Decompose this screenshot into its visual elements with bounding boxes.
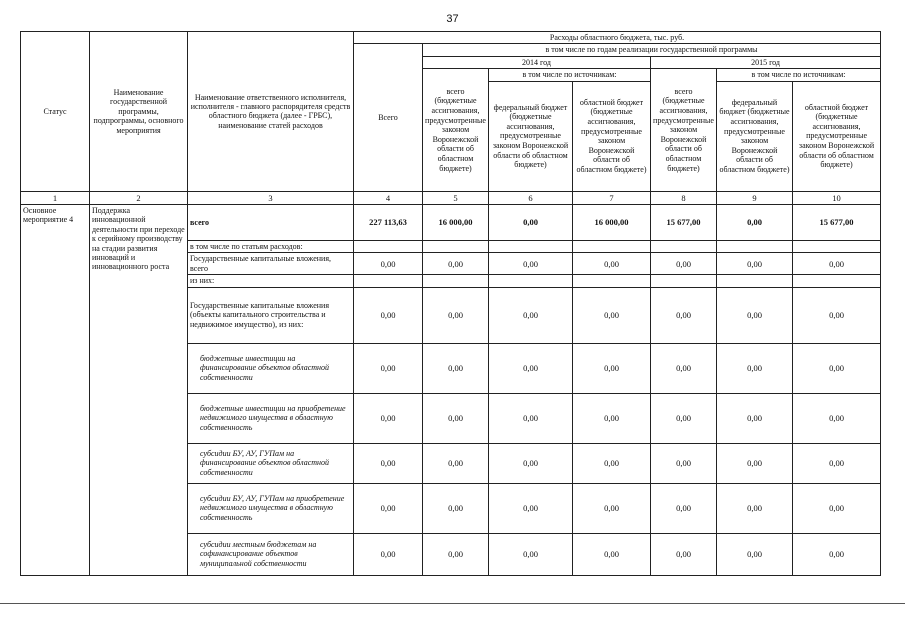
header-all-budget-2015: всего (бюджетные ассигнования, предусмотренные законом Воронежской области об областном бюджете)	[651, 69, 717, 191]
row-label: Государственные капитальные вложения (объекты капитального строительства и недвижимое имущество), из них:	[188, 287, 354, 343]
cell-value: 0,00	[573, 533, 651, 575]
cell-value: 0,00	[489, 253, 573, 275]
header-regional-2015: областной бюджет (бюджетные ассигнования, предусмотренные законом Воронежской области об областном бюджете)	[793, 81, 881, 191]
block-status: Основное мероприятие 4	[21, 204, 90, 575]
header-sources-2014: в том числе по источникам:	[489, 69, 651, 81]
column-numbers-row	[21, 191, 881, 204]
column-number: 1	[21, 191, 90, 204]
row-label: бюджетные инвестиции на финансирование объектов областной собственности	[188, 343, 354, 393]
row-label: бюджетные инвестиции на приобретение недвижимого имущества в областную собственность	[188, 393, 354, 443]
cell-value: 0,00	[423, 287, 489, 343]
cell-value: 0,00	[793, 443, 881, 483]
header-year-2015: 2015 год	[651, 56, 881, 68]
cell-value: 0,00	[573, 443, 651, 483]
cell-value: 0,00	[573, 287, 651, 343]
cell-value: 0,00	[573, 483, 651, 533]
cell-value: 15 677,00	[793, 204, 881, 240]
cell-value: 16 000,00	[423, 204, 489, 240]
row-label: субсидии БУ, АУ, ГУПам на финансирование объектов областной собственности	[188, 443, 354, 483]
column-number: 9	[717, 191, 793, 204]
cell-value: 0,00	[489, 393, 573, 443]
cell-value: 0,00	[717, 533, 793, 575]
column-number: 7	[573, 191, 651, 204]
cell-value: 0,00	[651, 533, 717, 575]
cell-value: 0,00	[793, 533, 881, 575]
cell-value: 0,00	[423, 533, 489, 575]
header-federal-2014: федеральный бюджет (бюджетные ассигнования, предусмотренные законом Воронежской области об областном бюджете)	[489, 81, 573, 191]
cell-value: 0,00	[793, 253, 881, 275]
cell-value: 0,00	[489, 287, 573, 343]
row-label: всего	[188, 204, 354, 240]
cell-value: 0,00	[489, 204, 573, 240]
row-label: Государственные капитальные вложения, всего	[188, 253, 354, 275]
budget-table	[20, 31, 881, 576]
column-number: 8	[651, 191, 717, 204]
column-number: 3	[188, 191, 354, 204]
cell-value: 0,00	[489, 443, 573, 483]
cell-value: 0,00	[717, 443, 793, 483]
header-all-budget-2014: всего (бюджетные ассигнования, предусмотренные законом Воронежской области об областном бюджете)	[423, 69, 489, 191]
header-sources-2015: в том числе по источникам:	[717, 69, 881, 81]
cell-value: 0,00	[423, 443, 489, 483]
cell-value: 0,00	[573, 393, 651, 443]
cell-value: 0,00	[651, 343, 717, 393]
header-executor: Наименование ответственного исполнителя, исполнителя - главного распорядителя средств областного бюджета (далее - ГРБС), наименование статей расходов	[188, 32, 354, 192]
cell-value: 0,00	[354, 253, 423, 275]
cell-value: 0,00	[717, 483, 793, 533]
block-name: Поддержка инновационной деятельности при переходе к серийному производству на стадии развития инноваций и инновационного роста	[90, 204, 188, 575]
cell-value: 0,00	[573, 343, 651, 393]
cell-value: 0,00	[423, 393, 489, 443]
cell-value: 0,00	[423, 483, 489, 533]
cell-value: 16 000,00	[573, 204, 651, 240]
cell-value: 0,00	[651, 287, 717, 343]
cell-value: 0,00	[489, 483, 573, 533]
cell-value: 0,00	[354, 483, 423, 533]
cell-value: 0,00	[489, 343, 573, 393]
row-label: в том числе по статьям расходов:	[188, 240, 354, 252]
cell-value: 0,00	[573, 253, 651, 275]
header-program-name: Наименование государственной программы, подпрограммы, основного мероприятия	[90, 32, 188, 192]
cell-value: 0,00	[793, 343, 881, 393]
cell-value: 0,00	[717, 204, 793, 240]
row-label: субсидии БУ, АУ, ГУПам на приобретение недвижимого имущества в областную собственность	[188, 483, 354, 533]
cell-value: 0,00	[489, 533, 573, 575]
cell-value: 0,00	[717, 393, 793, 443]
cell-value: 0,00	[793, 393, 881, 443]
cell-value: 15 677,00	[651, 204, 717, 240]
cell-value: 0,00	[651, 393, 717, 443]
cell-value: 0,00	[717, 343, 793, 393]
cell-value: 0,00	[717, 253, 793, 275]
header-by-years: в том числе по годам реализации государственной программы	[423, 44, 881, 56]
cell-value: 0,00	[651, 253, 717, 275]
row-label: из них:	[188, 275, 354, 287]
cell-value: 0,00	[651, 443, 717, 483]
cell-value: 0,00	[354, 287, 423, 343]
cell-value: 0,00	[423, 253, 489, 275]
cell-value: 0,00	[793, 483, 881, 533]
cell-value: 0,00	[354, 343, 423, 393]
column-number: 2	[90, 191, 188, 204]
cell-value: 0,00	[423, 343, 489, 393]
cell-value: 0,00	[717, 287, 793, 343]
cell-value: 0,00	[354, 443, 423, 483]
header-status: Статус	[21, 32, 90, 192]
header-regional-2014: областной бюджет (бюджетные ассигнования, предусмотренные законом Воронежской области об областном бюджете)	[573, 81, 651, 191]
table-row	[21, 204, 881, 240]
cell-value: 0,00	[354, 393, 423, 443]
header-expenses: Расходы областного бюджета, тыс. руб.	[354, 32, 881, 44]
column-number: 10	[793, 191, 881, 204]
header-federal-2015: федеральный бюджет (бюджетные ассигнования, предусмотренные законом Воронежской области об областном бюджете)	[717, 81, 793, 191]
header-total: Всего	[354, 44, 423, 191]
column-number: 4	[354, 191, 423, 204]
row-label: субсидии местным бюджетам на софинансирование объектов муниципальной собственности	[188, 533, 354, 575]
cell-value: 0,00	[651, 483, 717, 533]
column-number: 6	[489, 191, 573, 204]
header-year-2014: 2014 год	[423, 56, 651, 68]
cell-value: 0,00	[793, 287, 881, 343]
cell-value: 227 113,63	[354, 204, 423, 240]
column-number: 5	[423, 191, 489, 204]
page-number: 37	[446, 13, 459, 25]
cell-value: 0,00	[354, 533, 423, 575]
page-bottom-rule	[0, 603, 905, 604]
